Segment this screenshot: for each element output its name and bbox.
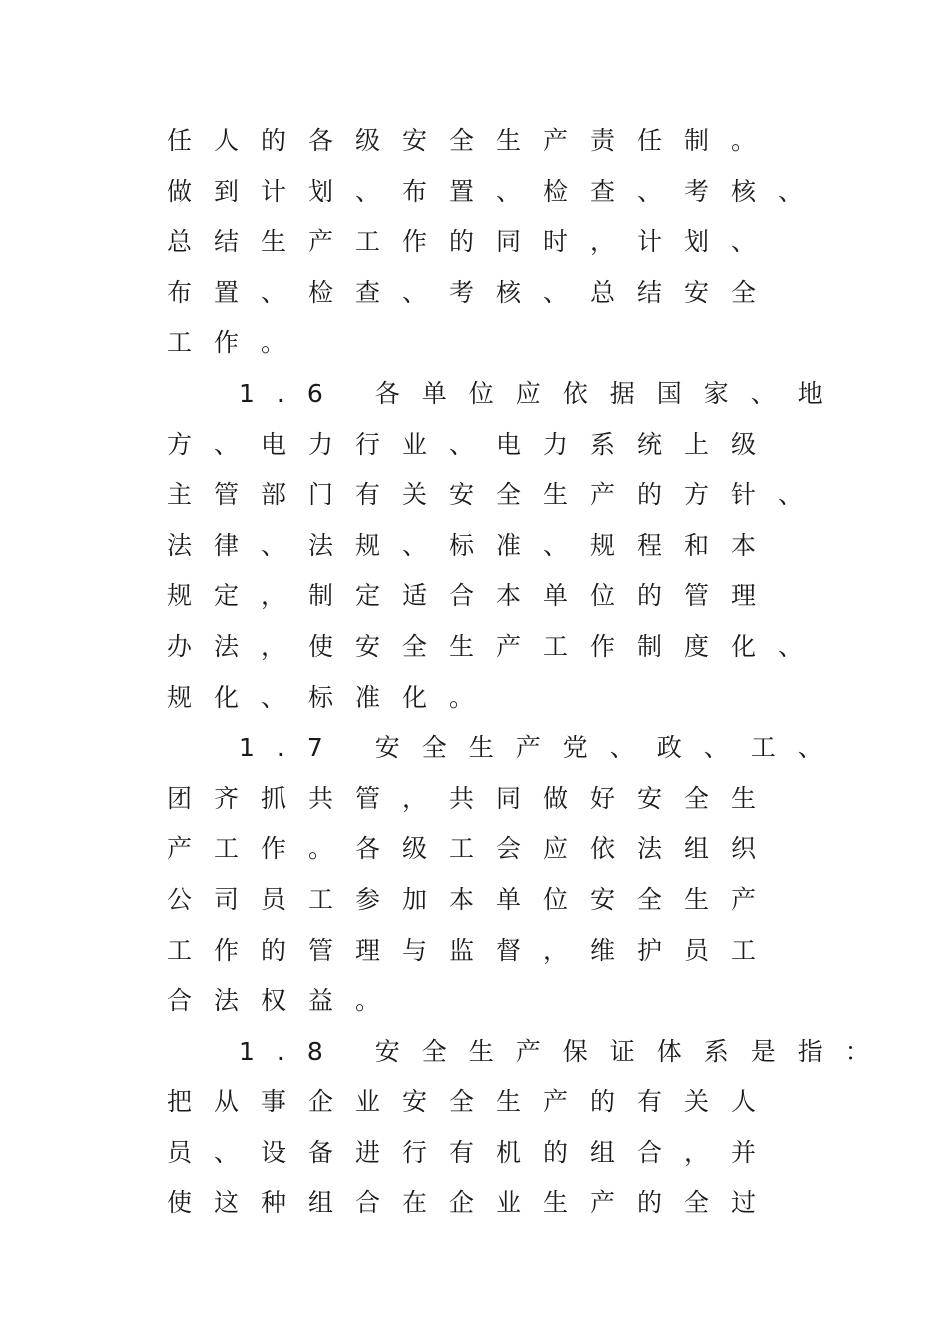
text-line: 布置、检查、考核、总结安全 <box>167 277 779 307</box>
section-1-7-start: 1.7 安全生产党、政、工、 <box>239 733 845 763</box>
text-line: 规定，制定适合本单位的管理 <box>167 581 779 611</box>
text-line: 员、设备进行有机的组合，并 <box>167 1137 779 1167</box>
text-line: 团齐抓共管，共同做好安全生 <box>167 783 779 813</box>
text-line: 主管部门有关安全生产的方针、 <box>167 480 826 510</box>
section-1-6-start: 1.6 各单位应依据国家、地 <box>239 378 845 408</box>
text-line: 办法，使安全生产工作制度化、 <box>167 631 826 661</box>
text-line: 把从事企业安全生产的有关人 <box>167 1087 779 1117</box>
text-line: 规化、标准化。 <box>167 682 497 712</box>
body-text <box>167 116 892 1229</box>
text-line: 总结生产工作的同时，计划、 <box>167 227 779 257</box>
section-1-8-start: 1.8 安全生产保证体系是指： <box>239 1036 892 1066</box>
text-line: 法律、法规、标准、规程和本 <box>167 530 779 560</box>
text-line: 产工作。各级工会应依法组织 <box>167 834 779 864</box>
text-line: 工作的管理与监督，维护员工 <box>167 935 779 965</box>
text-line: 合法权益。 <box>167 986 403 1016</box>
text-line: 方、电力行业、电力系统上级 <box>167 429 779 459</box>
text-line: 做到计划、布置、检查、考核、 <box>167 176 826 206</box>
text-line: 工作。 <box>167 328 309 358</box>
text-line: 任人的各级安全生产责任制。 <box>167 126 779 155</box>
text-line: 使这种组合在企业生产的全过 <box>167 1188 779 1218</box>
text-line: 公司员工参加本单位安全生产 <box>167 884 779 914</box>
